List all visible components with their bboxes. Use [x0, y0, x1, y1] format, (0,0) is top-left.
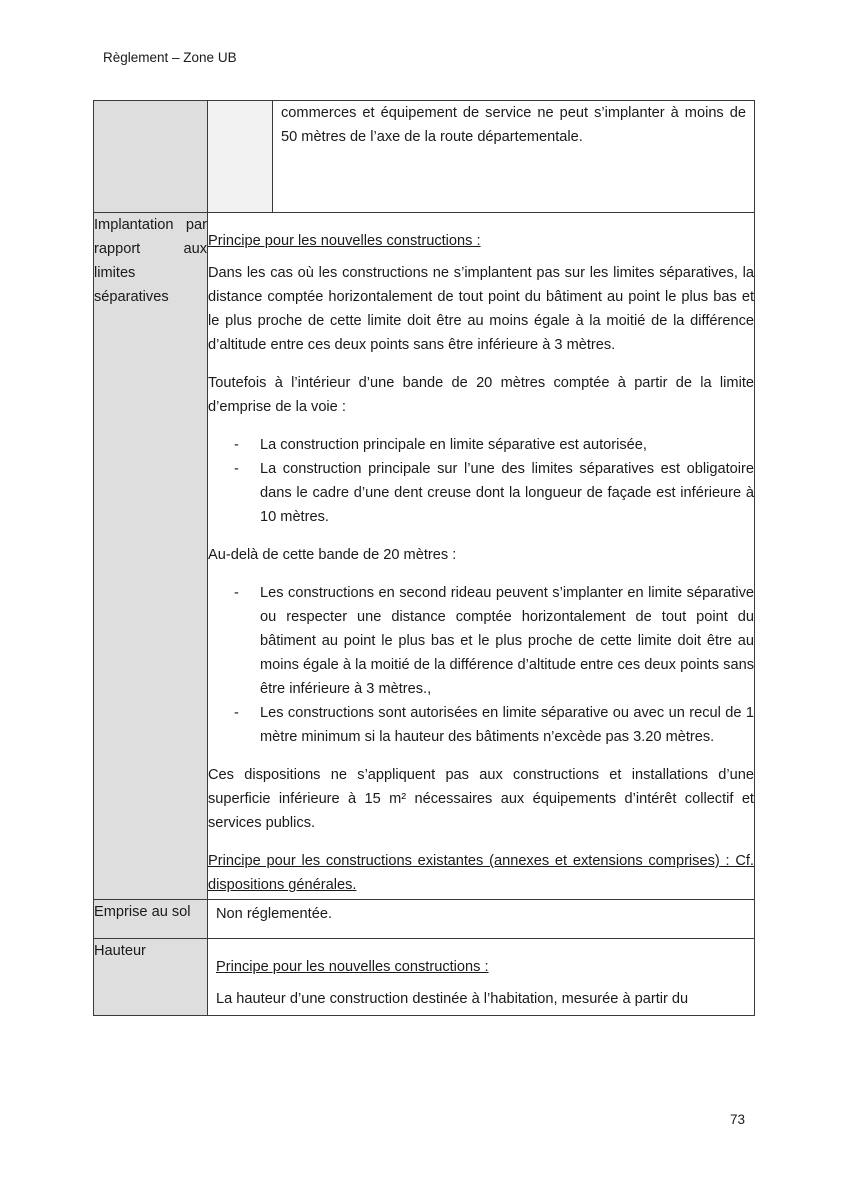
table-row-hauteur [94, 939, 755, 1016]
row-label-limits: Implantation par rapport aux limites séparatives [94, 213, 208, 900]
continuation-cell [208, 101, 755, 213]
emprise-content [208, 900, 755, 939]
limits-para-2: Toutefois à l’intérieur d’une bande de 20 mètres comptée à partir de la limite d’emprise de la voie : [208, 375, 754, 415]
limits-content [208, 213, 755, 900]
limits-para-4: Ces dispositions ne s’appliquent pas aux constructions et installations d’une superficie inférieure à 15 m² nécessaires aux équipements d’intérêt collectif et services publics. [208, 767, 754, 831]
table-row-limits [94, 213, 755, 900]
regulation-table [93, 100, 755, 1016]
list-item: - Les constructions sont autorisées en limite séparative ou avec un recul de 1 mètre minimum si la hauteur des bâtiments n’excède pas 3.20 mètres. [260, 701, 754, 749]
list-item: - La construction principale en limite séparative est autorisée, [260, 433, 754, 457]
page-number: 73 [730, 1112, 746, 1127]
limits-list-1 [208, 433, 754, 529]
row-label-emprise: Emprise au sol [94, 900, 208, 939]
continuation-inner [208, 101, 754, 212]
hauteur-para-1: La hauteur d’une construction destinée à l’habitation, mesurée à partir du [216, 991, 689, 1007]
limits-existing-heading: Principe pour les constructions existantes (annexes et extensions comprises) : Cf. dispositions générales. [208, 853, 754, 893]
list-item: - Les constructions en second rideau peuvent s’implanter en limite séparative ou respecter une distance comptée horizontalement de tout point du bâtiment au point le plus bas et le plus proche de cette limite doit être au moins égale à la moitié de la différence d’altitude entre ces deux points sans être inférieure à 3 mètres., [260, 581, 754, 701]
table-row-emprise [94, 900, 755, 939]
limits-heading: Principe pour les nouvelles constructions : [208, 233, 481, 249]
row-label-empty [94, 101, 208, 213]
list-item: - La construction principale sur l’une des limites séparatives est obligatoire dans le cadre d’une dent creuse dont la longueur de façade est inférieure à 10 mètres. [260, 457, 754, 529]
limits-list-2 [208, 581, 754, 749]
inner-empty-cell [208, 101, 273, 212]
limits-para-3: Au-delà de cette bande de 20 mètres : [208, 547, 457, 563]
table-row-continuation [94, 101, 755, 213]
continuation-text: commerces et équipement de service ne peut s’implanter à moins de 50 mètres de l’axe de la route départementale. [281, 105, 746, 145]
hauteur-heading: Principe pour les nouvelles constructions : [216, 959, 489, 975]
limits-para-1: Dans les cas où les constructions ne s’implantent pas sur les limites séparatives, la distance comptée horizontalement de tout point du bâtiment au point le plus bas et le plus proche de cette limite doit être au moins égale à la moitié de la différence d’altitude entre ces deux points sans être inférieure à 3 mètres. [208, 265, 754, 353]
page-header: Règlement – Zone UB [103, 50, 237, 65]
emprise-value: Non réglementée. [216, 906, 333, 922]
row-label-hauteur: Hauteur [94, 939, 208, 1016]
hauteur-content [208, 939, 755, 1016]
